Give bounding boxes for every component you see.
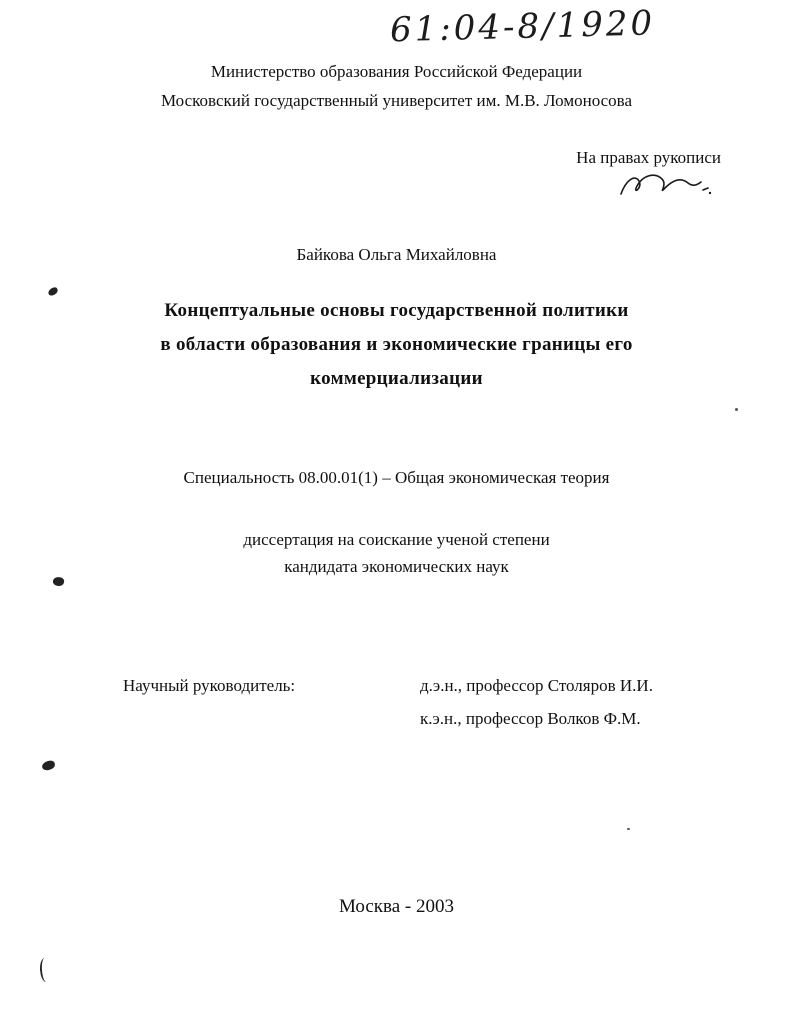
supervisor-name-2: к.э.н., профессор Волков Ф.М. [420, 709, 641, 728]
university-line: Московский государственный университет им. М.В. Ломоносова [160, 91, 633, 110]
author-name: Байкова Ольга Михайловна [296, 245, 497, 264]
handwritten-catalog-number: 61:04-8/1920 [389, 3, 656, 51]
ink-blot-artifact [52, 576, 65, 588]
dissertation-title-line-3: коммерциализации [310, 368, 483, 389]
ink-blot-artifact [47, 286, 59, 297]
thesis-degree-line-1: диссертация на соискание ученой степени [243, 530, 550, 549]
pen-stroke-artifact [39, 958, 52, 983]
dissertation-title-line-2: в области образования и экономические границы его [160, 334, 633, 355]
ministry-line: Министерство образования Российской Федерации [210, 62, 583, 81]
supervisor-label: Научный руководитель: [123, 676, 296, 695]
thesis-degree-line-2: кандидата экономических наук [284, 557, 509, 576]
handwritten-signature-icon [617, 168, 713, 209]
dissertation-title-line-1: Концептуальные основы государственной политики [164, 300, 629, 321]
scan-speck-artifact [627, 828, 630, 830]
city-year-line: Москва - 2003 [338, 896, 455, 917]
manuscript-rights-note: На правах рукописи [576, 148, 721, 167]
specialty-line: Специальность 08.00.01(1) – Общая экономическая теория [183, 468, 610, 487]
supervisor-name-1: д.э.н., профессор Столяров И.И. [420, 676, 653, 695]
ink-blot-artifact [41, 760, 55, 771]
scan-speck-artifact [735, 408, 738, 411]
